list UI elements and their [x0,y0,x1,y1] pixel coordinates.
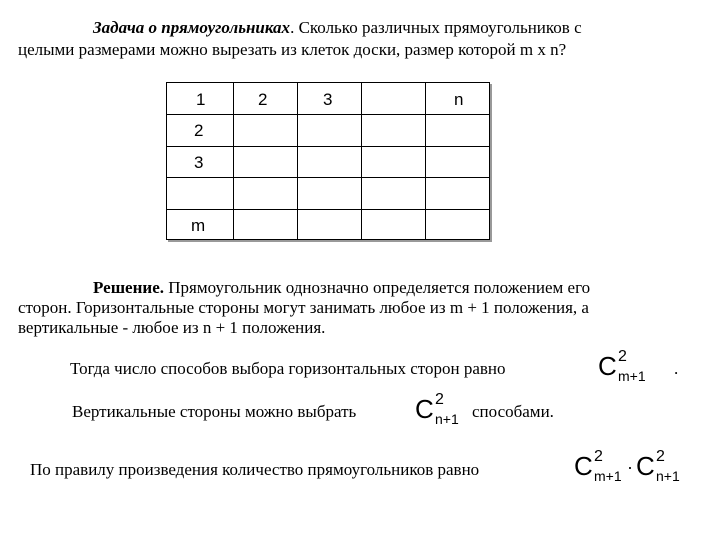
column-label: 3 [323,90,333,109]
grid-row-divider [167,177,489,178]
combination-subscript: n+1 [656,468,680,484]
problem-line-2: целыми размерами можно вырезать из клеток доски, размер которой m x n? [18,40,567,59]
combination-k: 2 [656,448,665,465]
combination-subscript: n+1 [435,411,459,427]
board-grid [166,82,490,240]
combination-k: 2 [594,448,603,465]
combination-k: 2 [618,348,627,365]
vertical-sides-text: Вертикальные стороны можно выбрать [72,402,357,421]
rectangle-count-formula [574,448,694,488]
grid-column-divider [425,83,426,239]
combination-symbol: C [598,351,617,381]
grid-column-divider [233,83,234,239]
column-label: n [454,90,464,109]
combination-symbol: C [574,451,593,481]
horizontal-sides-text: Тогда число способов выбора горизонтальных сторон равно [70,359,506,378]
column-label: 1 [196,90,206,109]
combination-m-plus-1 [598,348,658,386]
problem-line-1 [93,18,582,37]
combination-n-plus-1 [415,391,465,429]
solution-line-2: сторон. Горизонтальные стороны могут занимать любое из m + 1 положения, а [18,298,589,317]
column-label: 2 [258,90,268,109]
problem-question-start: . Сколько различных прямоугольников с [290,18,582,37]
combination-subscript: m+1 [594,468,622,484]
solution-line-3: вертикальные - любое из n + 1 положения. [18,318,326,337]
grid-column-divider [361,83,362,239]
grid-row-divider [167,146,489,147]
product-rule-text: По правилу произведения количество прямоугольников равно [30,460,480,479]
combination-symbol: C [636,451,655,481]
grid-column-divider [297,83,298,239]
solution-label: Решение. [93,278,164,297]
combination-symbol: C [415,394,434,424]
sentence-end-period: . [674,359,679,378]
combination-k: 2 [435,391,444,408]
row-label: 3 [194,153,204,172]
problem-title: Задача о прямоугольниках [93,18,291,37]
row-label: 2 [194,121,204,140]
multiplication-dot: · [627,457,633,477]
grid-row-divider [167,114,489,115]
solution-line-1 [93,278,590,297]
solution-text-start: Прямоугольник однозначно определяется положением его [164,278,591,297]
vertical-sides-text-end: способами. [472,402,554,421]
combination-subscript: m+1 [618,368,646,384]
grid-row-divider [167,209,489,210]
row-label: m [191,216,206,235]
